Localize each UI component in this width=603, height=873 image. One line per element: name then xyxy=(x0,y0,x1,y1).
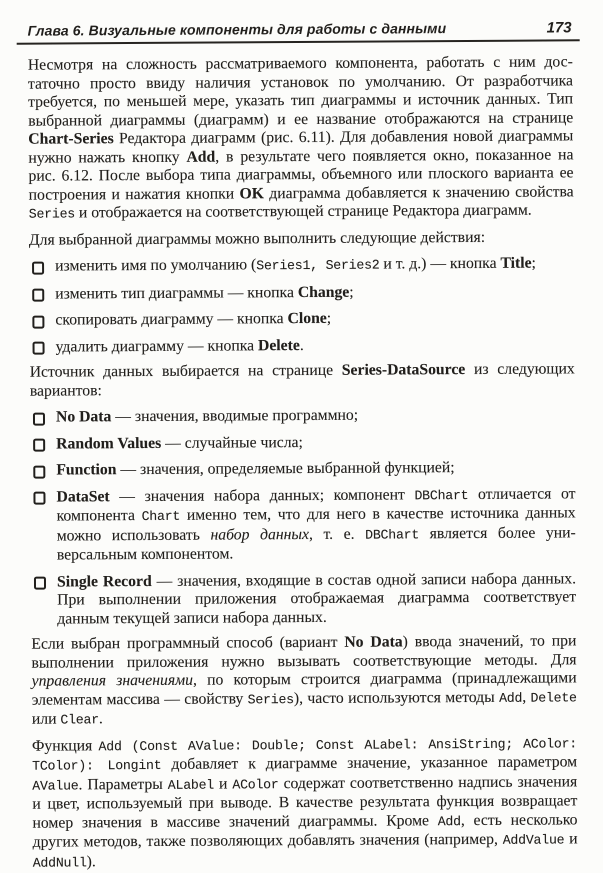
text-run: Функция xyxy=(31,736,99,755)
text-run: , в результате чего появляется окно, показанное на рис. 6.12. После выбора типа диаграммы, объемного или плоского варианта ее построения и нажатия кнопки xyxy=(28,145,574,204)
bullet-item xyxy=(29,335,574,357)
text-run: . Параметры xyxy=(78,775,168,793)
text-run: ) ввода значений, то при выполнении приложения нужно вызывать соответствующие методы. Для xyxy=(31,632,577,672)
text-run: является более универсальным компонентом. xyxy=(56,523,576,564)
paragraph xyxy=(30,360,575,400)
text-run: набор данных xyxy=(210,525,309,544)
text-run: изменить имя по умолчанию ( xyxy=(55,256,257,275)
paragraph xyxy=(29,228,574,250)
text-run: DBChart xyxy=(365,526,420,543)
text-run: и xyxy=(564,830,578,848)
text-run: Несмотря на сложность рассматриваемого компонента, работать с ним достаточно просто ввиду наличия установок по умолчанию. От разработчика требуется, по меньшей мере, указать тип диаграммы и источник данных. Тип выбранной диаграммы (диаграмм) и ее название отображаются на странице xyxy=(27,53,574,130)
bullet-text xyxy=(56,485,575,564)
text-run: Chart-Series xyxy=(28,130,114,148)
square-bullet-icon xyxy=(33,439,45,452)
text-run: — значения набора данных; компонент xyxy=(109,485,415,505)
bullet-item xyxy=(29,308,574,330)
bullet-text xyxy=(56,433,303,452)
text-run: отличается от компонента xyxy=(56,484,576,525)
text-run: добавляет к диаграмме значение, указанное параметром xyxy=(161,753,578,773)
square-bullet-icon xyxy=(33,465,45,478)
text-run: Источник данных выбирается на странице xyxy=(29,361,342,381)
text-run: OK xyxy=(239,184,264,202)
text-run: AColor xyxy=(232,776,279,792)
text-run: AValue xyxy=(32,777,79,794)
text-run: DBChart xyxy=(414,487,469,503)
square-bullet-icon xyxy=(33,412,45,425)
text-run: ; xyxy=(349,283,354,301)
text-run: AddNull xyxy=(32,854,87,871)
text-run: Add xyxy=(186,148,216,166)
text-run: No Data xyxy=(344,633,403,651)
chapter-title: Глава 6. Визуальные компоненты для работы с данными xyxy=(27,20,447,39)
text-run: изменить тип диаграммы — кнопка xyxy=(55,283,298,302)
page-body xyxy=(0,41,603,873)
text-run: или xyxy=(31,710,61,728)
text-run: — значения, вводимые программно; xyxy=(111,406,359,426)
text-run: скопировать диаграмму — кнопка xyxy=(55,310,288,329)
bullet-text xyxy=(56,407,358,426)
text-run: Add xyxy=(437,813,461,829)
text-run: ), часто используются методы xyxy=(293,688,500,707)
square-bullet-icon xyxy=(34,577,46,590)
paragraph xyxy=(28,53,574,224)
text-run: Random Values xyxy=(56,434,162,452)
text-run: — значения, определяемые выбранной функцией; xyxy=(116,459,455,479)
text-run: содержат соответственно надпись значения и цвет, используемый при выводе. В качестве результата функция возвращает номер значения в массиве значений диаграммы. Кроме xyxy=(32,772,578,832)
text-run: AddValue xyxy=(502,832,565,848)
text-run: диаграмма добавляется к значению свойства xyxy=(263,182,574,202)
bullet-text xyxy=(57,570,576,627)
bullet-item xyxy=(30,432,575,454)
text-run: Delete xyxy=(530,689,577,706)
square-bullet-icon xyxy=(32,315,44,328)
text-run: , xyxy=(522,688,531,706)
text-run: . xyxy=(98,710,103,728)
text-run: — случайные числа; xyxy=(161,433,303,452)
text-run: , есть несколько других методов, также позволяющих добавлять значения (например, xyxy=(32,810,578,851)
text-run: Если выбран программный способ (вариант xyxy=(31,633,345,653)
text-run: Series xyxy=(28,206,76,222)
text-run: ; xyxy=(326,309,332,327)
paragraph xyxy=(31,632,577,730)
text-run: — значения, входящие в состав одной записи набора данных. При выполнении приложения отображаемая диаграмма соответствует данным текущей записи набора данных. xyxy=(57,569,577,627)
text-run: и отображается на соответствующей странице Редактора диаграмм. xyxy=(74,201,532,222)
bullet-text xyxy=(55,255,536,275)
text-run: Add (Const AValue: Double; Const ALabel: AnsiString; AColor: TColor): Longint xyxy=(32,735,578,774)
bullet-text xyxy=(55,283,353,302)
text-run: No Data xyxy=(55,408,112,426)
text-run: Редактора диаграмм (рис. 6.11). Для добавления новой диаграммы нужно нажать кнопку xyxy=(28,127,574,167)
text-run: ; xyxy=(531,254,536,272)
text-run: из следующих вариантов: xyxy=(29,360,575,400)
running-header xyxy=(0,0,598,40)
text-run: Clear xyxy=(60,712,99,728)
text-run: Series1, Series2 xyxy=(256,257,380,274)
bullet-item xyxy=(30,458,575,480)
text-run: Change xyxy=(297,283,350,301)
bullet-text xyxy=(55,336,303,355)
bullet-text xyxy=(55,310,331,329)
text-run: Clone xyxy=(287,309,327,328)
text-run: ALabel xyxy=(167,777,215,793)
text-run: ). xyxy=(86,852,96,870)
bullet-item xyxy=(30,405,575,427)
bullet-text xyxy=(56,459,454,478)
text-run: Chart xyxy=(141,508,181,524)
text-run: Для выбранной диаграммы можно выполнить следующие действия: xyxy=(28,228,486,249)
text-run: и xyxy=(213,774,233,793)
text-run: Add xyxy=(499,690,523,706)
text-run: Title xyxy=(500,254,532,272)
square-bullet-icon xyxy=(33,492,45,505)
page-number: 173 xyxy=(546,19,572,37)
bullet-item xyxy=(31,570,576,629)
bullet-item xyxy=(29,282,574,304)
square-bullet-icon xyxy=(32,261,44,274)
bullet-item xyxy=(30,485,575,565)
text-run: Single Record xyxy=(56,572,152,590)
text-run: . xyxy=(299,336,304,354)
text-run: Function xyxy=(56,461,117,479)
text-run: Series xyxy=(247,691,294,707)
text-run: именно тем, что для него в качестве источника данных можно использовать xyxy=(56,504,576,544)
text-run: DataSet xyxy=(56,487,110,505)
paragraph xyxy=(32,734,578,873)
text-run: , по которым строится диаграмма (принадлежащими элементам массива — свойству xyxy=(31,669,577,709)
text-run: , т. е. xyxy=(308,525,366,543)
square-bullet-icon xyxy=(32,289,44,302)
bullet-item xyxy=(29,254,574,277)
text-run: Delete xyxy=(257,336,300,354)
square-bullet-icon xyxy=(33,342,45,355)
text-run: удалить диаграмму — кнопка xyxy=(55,336,259,355)
text-run: управления значениями xyxy=(31,671,194,690)
text-run: Series-DataSource xyxy=(341,360,466,379)
text-run: и т. д.) — кнопка xyxy=(379,254,501,273)
